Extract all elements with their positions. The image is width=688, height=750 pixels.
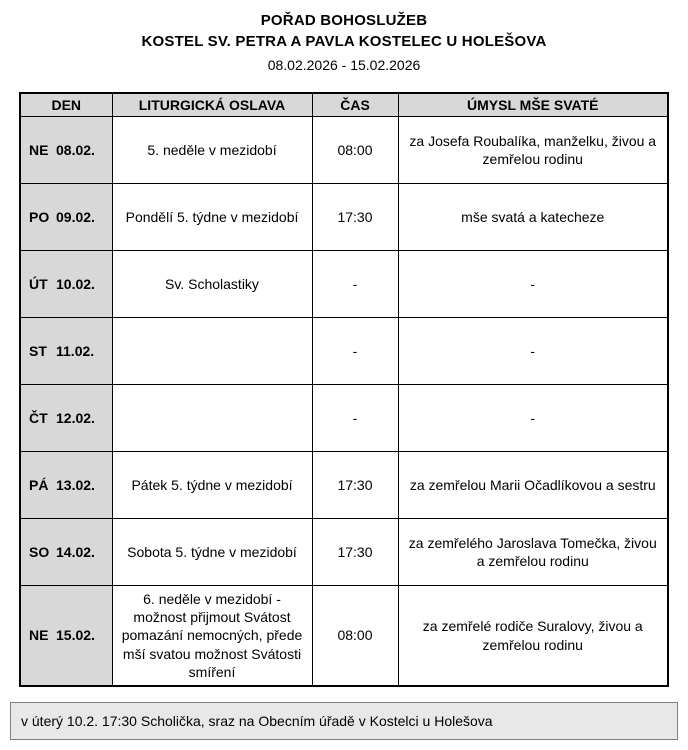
intention-cell: za zemřelou Marii Očadlíkovou a sestru <box>398 452 668 519</box>
day-cell <box>20 586 112 686</box>
column-header-umysl: ÚMYSL MŠE SVATÉ <box>398 93 668 117</box>
intention-cell: - <box>398 251 668 318</box>
day-cell <box>20 452 112 519</box>
table-row <box>20 452 668 519</box>
table-row <box>20 586 668 686</box>
day-cell <box>20 519 112 586</box>
day-cell <box>20 385 112 452</box>
day-cell <box>20 318 112 385</box>
celebration-cell <box>112 385 312 452</box>
table-row <box>20 184 668 251</box>
schedule-table <box>19 92 669 687</box>
page-subtitle: KOSTEL SV. PETRA A PAVLA KOSTELEC U HOLEŠOVA <box>141 33 547 50</box>
day-cell <box>20 117 112 184</box>
page-title: POŘAD BOHOSLUŽEB <box>260 12 428 29</box>
day-cell <box>20 251 112 318</box>
document-header <box>10 8 678 76</box>
celebration-cell: Pátek 5. týdne v mezidobí <box>112 452 312 519</box>
day-abbr: PÁ <box>29 477 49 493</box>
table-row <box>20 385 668 452</box>
table-row <box>20 117 668 184</box>
day-date: 09.02. <box>56 209 95 225</box>
day-date: 13.02. <box>56 477 95 493</box>
day-abbr: ČT <box>29 410 48 426</box>
day-date: 14.02. <box>56 544 95 560</box>
column-header-liturgicka-oslava: LITURGICKÁ OSLAVA <box>112 93 312 117</box>
footer-note: v úterý 10.2. 17:30 Scholička, sraz na Obecním úřadě v Kostelci u Holešova <box>10 702 678 740</box>
time-cell: - <box>312 318 398 385</box>
time-cell: 08:00 <box>312 117 398 184</box>
day-cell <box>20 184 112 251</box>
time-cell: 17:30 <box>312 184 398 251</box>
celebration-cell: 5. neděle v mezidobí <box>112 117 312 184</box>
table-row <box>20 318 668 385</box>
day-date: 11.02. <box>56 343 95 359</box>
day-date: 08.02. <box>56 142 95 158</box>
celebration-cell: Sv. Scholastiky <box>112 251 312 318</box>
day-date: 10.02. <box>56 276 95 292</box>
intention-cell: mše svatá a katecheze <box>398 184 668 251</box>
date-range: 08.02.2026 - 15.02.2026 <box>267 57 421 73</box>
intention-cell: - <box>398 318 668 385</box>
celebration-cell: Pondělí 5. týdne v mezidobí <box>112 184 312 251</box>
time-cell: 08:00 <box>312 586 398 686</box>
table-row <box>20 251 668 318</box>
day-abbr: ST <box>29 343 47 359</box>
celebration-cell: 6. neděle v mezidobí - možnost přijmout Svátost pomazání nemocných, přede mší svatou možnost Svátosti smíření <box>112 586 312 686</box>
intention-cell: za zemřelého Jaroslava Tomečka, živou a zemřelou rodinu <box>398 519 668 586</box>
table-row <box>20 519 668 586</box>
intention-cell: - <box>398 385 668 452</box>
intention-cell: za Josefa Roubalíka, manželku, živou a zemřelou rodinu <box>398 117 668 184</box>
column-header-den: DEN <box>20 93 112 117</box>
celebration-cell <box>112 318 312 385</box>
day-abbr: NE <box>29 142 49 158</box>
day-abbr: PO <box>29 209 50 225</box>
time-cell: 17:30 <box>312 519 398 586</box>
time-cell: 17:30 <box>312 452 398 519</box>
day-date: 15.02. <box>56 627 95 644</box>
table-header-row <box>20 93 668 117</box>
time-cell: - <box>312 385 398 452</box>
time-cell: - <box>312 251 398 318</box>
day-abbr: ÚT <box>29 276 48 292</box>
day-abbr: SO <box>29 544 50 560</box>
celebration-cell: Sobota 5. týdne v mezidobí <box>112 519 312 586</box>
column-header-cas: ČAS <box>312 93 398 117</box>
day-date: 12.02. <box>56 410 95 426</box>
day-abbr: NE <box>29 627 49 644</box>
intention-cell: za zemřelé rodiče Suralovy, živou a zemřelou rodinu <box>398 586 668 686</box>
